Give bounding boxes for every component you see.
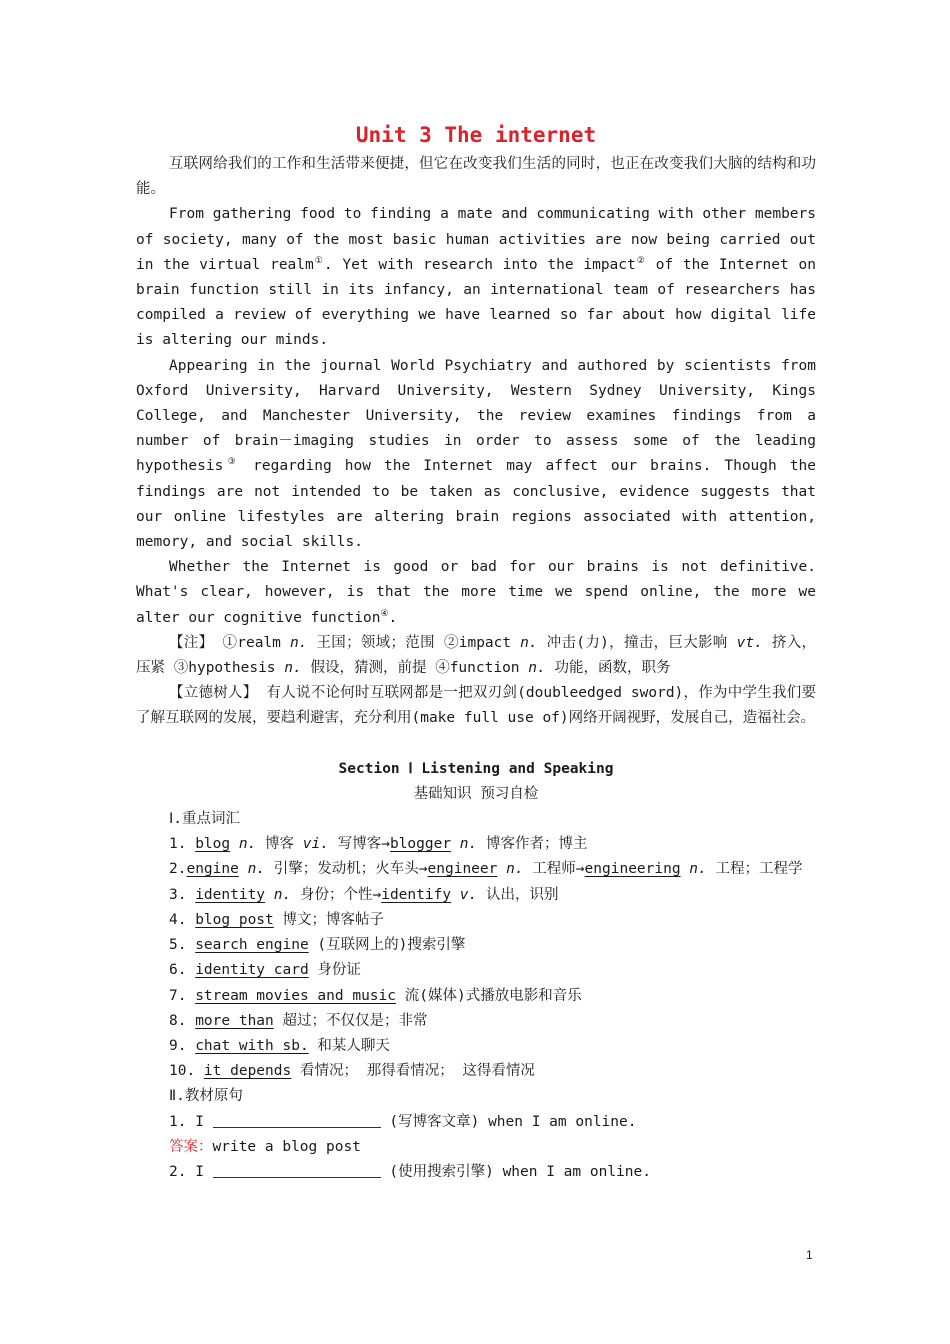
text: 挤入，压紧 ③hypothesis — [136, 634, 817, 677]
vocab-item-9 — [136, 1034, 816, 1059]
footnote-ref: ② — [635, 255, 646, 266]
answer-blank[interactable] — [213, 1163, 381, 1178]
keyword: identity card — [195, 962, 309, 979]
vocab-item-5 — [136, 933, 816, 958]
keyword: blogger — [389, 836, 452, 853]
text: (写博客文章) when I am online. — [380, 1113, 637, 1130]
item-number: 7. — [169, 987, 196, 1004]
part-of-speech: v. — [451, 886, 478, 903]
notes-paragraph — [136, 631, 816, 681]
part-of-speech: n. — [497, 861, 524, 878]
part-of-speech: n. — [284, 660, 302, 677]
text: 假设，猜测，前提 ④function — [301, 660, 529, 677]
text: 引擎；发动机；火车头→ — [265, 861, 428, 878]
text: 流(媒体)式播放电影和音乐 — [396, 987, 582, 1004]
keyword: engineering — [584, 861, 681, 878]
answer-text: write a blog post — [212, 1138, 361, 1155]
part-of-speech: n. — [520, 634, 538, 651]
text: 有人说不论何时互联网都是一把双刃剑(doubleedged sword)，作为中学生我们要了解互联网的发展，要趋利避害，充分利用(make full use of)网络开阔视野，发展自己，造福社会。 — [136, 685, 816, 727]
text: 工程师→ — [523, 861, 585, 878]
keyword: blog — [195, 836, 231, 853]
text: 博文；博客帖子 — [273, 911, 385, 928]
text: 功能，函数，职务 — [545, 660, 671, 677]
sentences-heading: Ⅱ.教材原句 — [169, 1088, 243, 1105]
vocab-item-6 — [136, 958, 816, 983]
text: 博客作者；博主 — [477, 836, 588, 853]
vocab-item-1 — [136, 832, 816, 857]
part-of-speech: n. — [230, 836, 257, 853]
document-page — [136, 118, 816, 1185]
text: 冲击(力)，撞击，巨大影响 — [537, 634, 737, 651]
answer-label: 答案： — [169, 1138, 213, 1155]
keyword: search engine — [195, 937, 309, 954]
part-of-speech: n. — [451, 836, 478, 853]
item-number: 1. — [169, 836, 196, 853]
keyword: engineer — [427, 861, 498, 878]
moral-paragraph — [136, 681, 816, 731]
text: 1. I — [169, 1113, 213, 1130]
moral-label: 【立德树人】 — [169, 685, 258, 702]
part-of-speech: n. — [528, 660, 546, 677]
page-title: Unit 3 The internet — [355, 123, 597, 147]
keyword: blog post — [195, 911, 274, 928]
text: . Yet with research into the impact — [323, 256, 636, 273]
text: regarding how the Internet may affect our brains. Though the findings are not intended to be taken as conclusive, evidence suggests that our online lifestyles are altering brain regions associated with attention, memory, and social skills. — [136, 458, 817, 551]
text: 身份；个性→ — [291, 886, 382, 903]
vocab-item-2 — [136, 857, 816, 882]
text: (互联网上的)搜索引擎 — [308, 937, 466, 954]
vocab-item-10 — [136, 1059, 816, 1084]
item-number: 2. — [169, 861, 187, 878]
text: 博客 — [256, 836, 303, 853]
vocab-item-3 — [136, 883, 816, 908]
item-number: 5. — [169, 937, 196, 954]
item-number: 4. — [169, 911, 196, 928]
part-of-speech: n. — [265, 886, 292, 903]
item-number: 10. — [169, 1063, 204, 1080]
part-of-speech: vt. — [736, 634, 763, 651]
keyword: identity — [195, 886, 266, 903]
notes-label: 【注】 — [169, 634, 214, 651]
item-number: 8. — [169, 1012, 196, 1029]
section-subtitle: 基础知识 预习自检 — [413, 785, 539, 802]
text: 看情况； 那得看情况； 这得看情况 — [291, 1063, 535, 1080]
answer-blank[interactable] — [213, 1113, 381, 1128]
passage-paragraph-1 — [136, 202, 816, 353]
keyword: stream movies and music — [195, 987, 396, 1004]
text: 工程；工程学 — [706, 861, 803, 878]
text: 认出，识别 — [477, 886, 559, 903]
item-number: 3. — [169, 886, 196, 903]
section-title: Section Ⅰ Listening and Speaking — [338, 760, 614, 777]
keyword: identify — [381, 886, 452, 903]
intro-paragraph: 互联网给我们的工作和生活带来便捷，但它在改变我们生活的同时，也正在改变我们大脑的结构和功能。 — [136, 156, 816, 198]
part-of-speech: n. — [680, 861, 707, 878]
sentence-item-1 — [136, 1110, 816, 1135]
keyword: more than — [195, 1012, 274, 1029]
text: Whether the Internet is good or bad for our brains is not definitive. What's clear, however, is that the more time we spend online, the more we alter our cognitive function — [136, 559, 816, 626]
text: . — [388, 609, 398, 626]
vocab-item-4 — [136, 908, 816, 933]
text: (使用搜索引擎) when I am online. — [380, 1163, 651, 1180]
passage-paragraph-2 — [136, 354, 816, 556]
text: Appearing in the journal World Psychiatry and authored by scientists from Oxford University, Harvard University, Western Sydney University, Kings College, and Manchester University, the review examines findings from a number of brain－imaging studies in order to assess some of the leading hypothesis — [136, 357, 816, 475]
keyword: chat with sb. — [195, 1037, 309, 1054]
text: 王国；领域；范围 ②impact — [307, 634, 521, 651]
text: 超过；不仅仅是；非常 — [273, 1012, 428, 1029]
item-number: 9. — [169, 1037, 196, 1054]
keyword: engine — [186, 861, 239, 878]
footnote-ref: ① — [313, 255, 324, 266]
footnote-ref: ④ — [380, 608, 389, 619]
vocab-item-7 — [136, 984, 816, 1009]
sentence-item-2 — [136, 1160, 816, 1185]
part-of-speech: n. — [289, 634, 308, 651]
text: 写博客→ — [329, 836, 390, 853]
text: of the Internet on brain function still in its infancy, an international team of researchers has compiled a review of everything we have learned so far about how digital life is altering our minds. — [136, 256, 816, 349]
part-of-speech: vi. — [302, 836, 329, 853]
page-number: 1 — [806, 1248, 813, 1262]
answer-line-1 — [136, 1135, 816, 1160]
vocab-heading: Ⅰ.重点词汇 — [169, 811, 241, 828]
text: 身份证 — [308, 962, 361, 979]
part-of-speech: n. — [238, 861, 266, 878]
vocab-item-8 — [136, 1009, 816, 1034]
passage-paragraph-3 — [136, 555, 816, 631]
footnote-ref: ③ — [223, 457, 241, 468]
text: From gathering food to finding a mate and communicating with other members of society, many of the most basic human activities are now being carried out in the virtual realm — [136, 206, 816, 273]
text: 和某人聊天 — [308, 1037, 390, 1054]
text: ①realm — [213, 634, 290, 651]
item-number: 6. — [169, 962, 196, 979]
keyword: it depends — [203, 1063, 292, 1080]
text: 2. I — [169, 1163, 213, 1180]
